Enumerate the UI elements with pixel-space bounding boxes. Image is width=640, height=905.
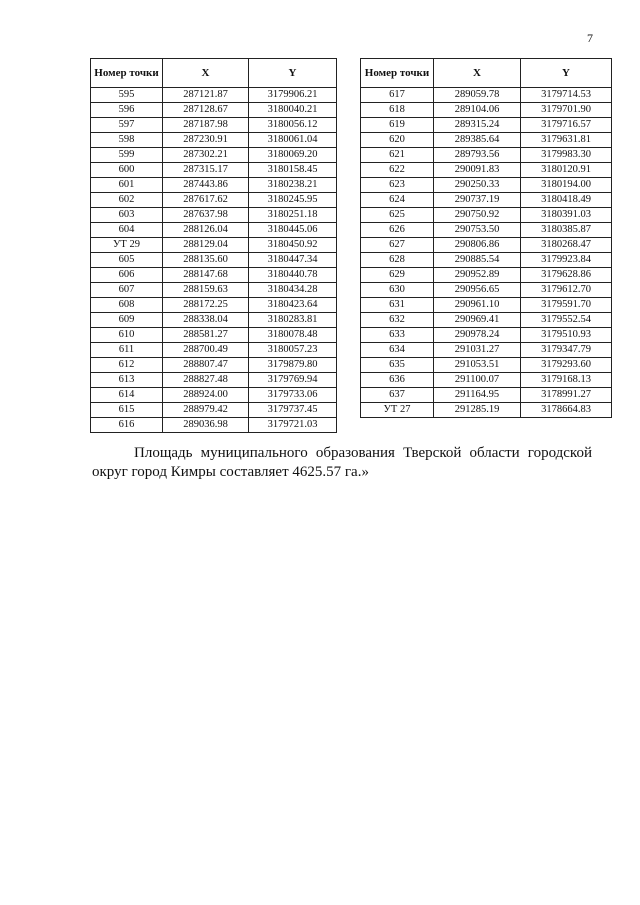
table-header-row (361, 59, 612, 88)
table-row (91, 148, 337, 163)
point-number-cell: 620 (361, 133, 434, 148)
table-row (91, 283, 337, 298)
x-coordinate-cell: 290885.54 (434, 253, 521, 268)
x-coordinate-cell: 288924.00 (163, 388, 249, 403)
table-row (361, 103, 612, 118)
table-row (91, 103, 337, 118)
point-number-cell: 608 (91, 298, 163, 313)
x-coordinate-cell: 290737.19 (434, 193, 521, 208)
point-number-cell: 607 (91, 283, 163, 298)
point-number-cell: 612 (91, 358, 163, 373)
x-coordinate-cell: 288338.04 (163, 313, 249, 328)
x-coordinate-cell: 287443.86 (163, 178, 249, 193)
y-coordinate-cell: 3180056.12 (249, 118, 337, 133)
point-number-cell: 629 (361, 268, 434, 283)
x-coordinate-cell: 290952.89 (434, 268, 521, 283)
x-coordinate-cell: 287187.98 (163, 118, 249, 133)
table-row (91, 373, 337, 388)
y-coordinate-cell: 3179879.80 (249, 358, 337, 373)
header-y: Y (249, 59, 337, 88)
table-row (361, 343, 612, 358)
point-number-cell: УТ 27 (361, 403, 434, 418)
table-row (361, 88, 612, 103)
y-coordinate-cell: 3179510.93 (521, 328, 612, 343)
table-row (91, 163, 337, 178)
table-row (91, 298, 337, 313)
table-row (91, 313, 337, 328)
table-row (91, 403, 337, 418)
x-coordinate-cell: 290250.33 (434, 178, 521, 193)
y-coordinate-cell: 3180078.48 (249, 328, 337, 343)
point-number-cell: 602 (91, 193, 163, 208)
y-coordinate-cell: 3180069.20 (249, 148, 337, 163)
y-coordinate-cell: 3180447.34 (249, 253, 337, 268)
point-number-cell: 599 (91, 148, 163, 163)
point-number-cell: 603 (91, 208, 163, 223)
y-coordinate-cell: 3180434.28 (249, 283, 337, 298)
table-row (361, 403, 612, 418)
table-row (361, 328, 612, 343)
y-coordinate-cell: 3180251.18 (249, 208, 337, 223)
y-coordinate-cell: 3179631.81 (521, 133, 612, 148)
x-coordinate-cell: 289059.78 (434, 88, 521, 103)
coordinates-table-left (90, 58, 337, 433)
y-coordinate-cell: 3179552.54 (521, 313, 612, 328)
point-number-cell: 600 (91, 163, 163, 178)
x-coordinate-cell: 287128.67 (163, 103, 249, 118)
table-header-row (91, 59, 337, 88)
point-number-cell: 622 (361, 163, 434, 178)
y-coordinate-cell: 3179714.53 (521, 88, 612, 103)
y-coordinate-cell: 3178664.83 (521, 403, 612, 418)
y-coordinate-cell: 3180283.81 (249, 313, 337, 328)
point-number-cell: 636 (361, 373, 434, 388)
table-row (361, 283, 612, 298)
x-coordinate-cell: 288979.42 (163, 403, 249, 418)
point-number-cell: 623 (361, 178, 434, 193)
point-number-cell: УТ 29 (91, 238, 163, 253)
y-coordinate-cell: 3179293.60 (521, 358, 612, 373)
coordinates-table-right (360, 58, 612, 418)
x-coordinate-cell: 290806.86 (434, 238, 521, 253)
y-coordinate-cell: 3180120.91 (521, 163, 612, 178)
x-coordinate-cell: 290961.10 (434, 298, 521, 313)
point-number-cell: 619 (361, 118, 434, 133)
y-coordinate-cell: 3179733.06 (249, 388, 337, 403)
point-number-cell: 610 (91, 328, 163, 343)
x-coordinate-cell: 290969.41 (434, 313, 521, 328)
point-number-cell: 615 (91, 403, 163, 418)
point-number-cell: 621 (361, 148, 434, 163)
point-number-cell: 633 (361, 328, 434, 343)
header-point-number: Номер точки (361, 59, 434, 88)
x-coordinate-cell: 287617.62 (163, 193, 249, 208)
table-row (91, 268, 337, 283)
y-coordinate-cell: 3180040.21 (249, 103, 337, 118)
y-coordinate-cell: 3178991.27 (521, 388, 612, 403)
y-coordinate-cell: 3180423.64 (249, 298, 337, 313)
point-number-cell: 613 (91, 373, 163, 388)
x-coordinate-cell: 290978.24 (434, 328, 521, 343)
y-coordinate-cell: 3179721.03 (249, 418, 337, 433)
y-coordinate-cell: 3179612.70 (521, 283, 612, 298)
table-row (361, 148, 612, 163)
point-number-cell: 631 (361, 298, 434, 313)
header-y: Y (521, 59, 612, 88)
table-row (91, 328, 337, 343)
table-row (91, 253, 337, 268)
point-number-cell: 630 (361, 283, 434, 298)
table-row (91, 388, 337, 403)
table-row (91, 133, 337, 148)
x-coordinate-cell: 288807.47 (163, 358, 249, 373)
header-x: X (434, 59, 521, 88)
table-row (361, 388, 612, 403)
y-coordinate-cell: 3180158.45 (249, 163, 337, 178)
x-coordinate-cell: 288172.25 (163, 298, 249, 313)
point-number-cell: 635 (361, 358, 434, 373)
y-coordinate-cell: 3179983.30 (521, 148, 612, 163)
y-coordinate-cell: 3179701.90 (521, 103, 612, 118)
point-number-cell: 616 (91, 418, 163, 433)
x-coordinate-cell: 289793.56 (434, 148, 521, 163)
point-number-cell: 617 (361, 88, 434, 103)
x-coordinate-cell: 287637.98 (163, 208, 249, 223)
x-coordinate-cell: 290091.83 (434, 163, 521, 178)
y-coordinate-cell: 3179347.79 (521, 343, 612, 358)
table-row (91, 208, 337, 223)
table-row (361, 163, 612, 178)
x-coordinate-cell: 288135.60 (163, 253, 249, 268)
table-row (361, 193, 612, 208)
point-number-cell: 601 (91, 178, 163, 193)
y-coordinate-cell: 3180268.47 (521, 238, 612, 253)
point-number-cell: 627 (361, 238, 434, 253)
x-coordinate-cell: 289385.64 (434, 133, 521, 148)
y-coordinate-cell: 3180450.92 (249, 238, 337, 253)
x-coordinate-cell: 287315.17 (163, 163, 249, 178)
table-row (361, 313, 612, 328)
table-row (91, 343, 337, 358)
point-number-cell: 597 (91, 118, 163, 133)
x-coordinate-cell: 288700.49 (163, 343, 249, 358)
table-row (361, 268, 612, 283)
x-coordinate-cell: 291285.19 (434, 403, 521, 418)
y-coordinate-cell: 3179716.57 (521, 118, 612, 133)
x-coordinate-cell: 288147.68 (163, 268, 249, 283)
table-row (91, 358, 337, 373)
point-number-cell: 625 (361, 208, 434, 223)
point-number-cell: 628 (361, 253, 434, 268)
point-number-cell: 606 (91, 268, 163, 283)
table-row (361, 358, 612, 373)
x-coordinate-cell: 289315.24 (434, 118, 521, 133)
y-coordinate-cell: 3180445.06 (249, 223, 337, 238)
table-row (91, 88, 337, 103)
point-number-cell: 618 (361, 103, 434, 118)
table-row (361, 133, 612, 148)
area-statement: Площадь муниципального образования Тверской области городской округ город Кимры составляет 4625.57 га.» (92, 445, 592, 480)
table-row (361, 178, 612, 193)
y-coordinate-cell: 3179923.84 (521, 253, 612, 268)
y-coordinate-cell: 3180238.21 (249, 178, 337, 193)
x-coordinate-cell: 289036.98 (163, 418, 249, 433)
x-coordinate-cell: 287121.87 (163, 88, 249, 103)
y-coordinate-cell: 3180057.23 (249, 343, 337, 358)
table-row (91, 418, 337, 433)
x-coordinate-cell: 291053.51 (434, 358, 521, 373)
table-row (361, 238, 612, 253)
table-row (361, 253, 612, 268)
x-coordinate-cell: 288159.63 (163, 283, 249, 298)
x-coordinate-cell: 288581.27 (163, 328, 249, 343)
y-coordinate-cell: 3180391.03 (521, 208, 612, 223)
x-coordinate-cell: 289104.06 (434, 103, 521, 118)
y-coordinate-cell: 3180418.49 (521, 193, 612, 208)
point-number-cell: 605 (91, 253, 163, 268)
table-row (361, 298, 612, 313)
table-row (91, 178, 337, 193)
point-number-cell: 598 (91, 133, 163, 148)
point-number-cell: 637 (361, 388, 434, 403)
table-row (91, 223, 337, 238)
point-number-cell: 596 (91, 103, 163, 118)
x-coordinate-cell: 288827.48 (163, 373, 249, 388)
header-point-number: Номер точки (91, 59, 163, 88)
table-row (91, 193, 337, 208)
y-coordinate-cell: 3180061.04 (249, 133, 337, 148)
x-coordinate-cell: 291031.27 (434, 343, 521, 358)
point-number-cell: 634 (361, 343, 434, 358)
table-row (91, 238, 337, 253)
point-number-cell: 614 (91, 388, 163, 403)
table-row (91, 118, 337, 133)
table-row (361, 373, 612, 388)
y-coordinate-cell: 3179168.13 (521, 373, 612, 388)
y-coordinate-cell: 3179628.86 (521, 268, 612, 283)
page-number: 7 (587, 31, 593, 45)
x-coordinate-cell: 290750.92 (434, 208, 521, 223)
x-coordinate-cell: 290956.65 (434, 283, 521, 298)
point-number-cell: 604 (91, 223, 163, 238)
y-coordinate-cell: 3179769.94 (249, 373, 337, 388)
table-row (361, 223, 612, 238)
point-number-cell: 632 (361, 313, 434, 328)
y-coordinate-cell: 3180194.00 (521, 178, 612, 193)
x-coordinate-cell: 288126.04 (163, 223, 249, 238)
x-coordinate-cell: 287302.21 (163, 148, 249, 163)
y-coordinate-cell: 3180440.78 (249, 268, 337, 283)
x-coordinate-cell: 291164.95 (434, 388, 521, 403)
y-coordinate-cell: 3180385.87 (521, 223, 612, 238)
y-coordinate-cell: 3179906.21 (249, 88, 337, 103)
point-number-cell: 626 (361, 223, 434, 238)
x-coordinate-cell: 291100.07 (434, 373, 521, 388)
point-number-cell: 624 (361, 193, 434, 208)
table-row (361, 208, 612, 223)
table-row (361, 118, 612, 133)
y-coordinate-cell: 3180245.95 (249, 193, 337, 208)
point-number-cell: 611 (91, 343, 163, 358)
point-number-cell: 595 (91, 88, 163, 103)
point-number-cell: 609 (91, 313, 163, 328)
x-coordinate-cell: 288129.04 (163, 238, 249, 253)
y-coordinate-cell: 3179737.45 (249, 403, 337, 418)
x-coordinate-cell: 287230.91 (163, 133, 249, 148)
y-coordinate-cell: 3179591.70 (521, 298, 612, 313)
header-x: X (163, 59, 249, 88)
x-coordinate-cell: 290753.50 (434, 223, 521, 238)
